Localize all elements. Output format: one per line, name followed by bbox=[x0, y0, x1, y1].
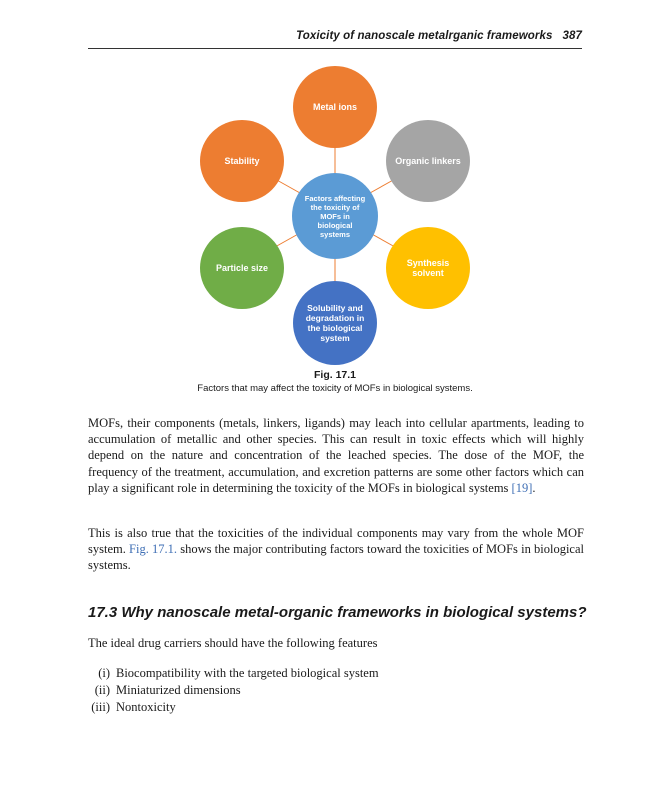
connector-stability bbox=[275, 179, 300, 193]
reference-link-19[interactable]: [19] bbox=[511, 480, 533, 495]
paragraph-1 bbox=[88, 415, 584, 496]
node-center-factors: Factors affecting the toxicity of MOFs in biological systems bbox=[292, 173, 378, 259]
list-marker: (i) bbox=[98, 666, 110, 680]
node-synthesis-solvent: Synthesis solvent bbox=[386, 227, 470, 309]
list-item bbox=[84, 665, 379, 682]
section-heading: 17.3 Why nanoscale metal-organic frameworks in biological systems? bbox=[88, 604, 587, 621]
list-text: Miniaturized dimensions bbox=[116, 683, 241, 697]
figure-caption: Factors that may affect the toxicity of MOFs in biological systems. bbox=[197, 383, 473, 394]
paragraph-1-text: MOFs, their components (metals, linkers, ligands) may leach into cellular apartments, leading to accumulation of metallic and other species. This can result in toxic effects which will highly depend on the nature and concentration of the leached species. The dose of the MOF, the frequency of the treatment, accumulation, and excretion patterns are some other factors which can play a significant role in determining the toxicity of the MOFs in biological systems bbox=[88, 416, 584, 495]
connector-synthesis-solvent bbox=[370, 233, 395, 247]
list-item bbox=[84, 682, 379, 699]
node-organic-linkers: Organic linkers bbox=[386, 120, 470, 202]
factors-diagram bbox=[190, 66, 480, 368]
list-marker: (iii) bbox=[91, 700, 110, 714]
node-particle-size: Particle size bbox=[200, 227, 284, 309]
header-rule bbox=[88, 48, 582, 49]
features-list bbox=[84, 665, 379, 716]
node-stability: Stability bbox=[200, 120, 284, 202]
node-solubility: Solubility and degradation in the biological system bbox=[293, 281, 377, 365]
figure-number: Fig. 17.1 bbox=[313, 369, 356, 381]
page-number: 387 bbox=[562, 30, 582, 42]
features-intro: The ideal drug carriers should have the following features bbox=[88, 636, 378, 650]
paragraph-1-end: . bbox=[532, 480, 536, 495]
list-text: Nontoxicity bbox=[116, 700, 176, 714]
figure-link[interactable]: Fig. 17.1. bbox=[129, 542, 178, 557]
paragraph-2 bbox=[88, 525, 584, 574]
list-item bbox=[84, 699, 379, 716]
running-title: Toxicity of nanoscale metalrganic frameworks bbox=[296, 30, 553, 42]
paragraph-2-end: shows the major contributing factors toward the toxicities of MOFs in biological systems. bbox=[88, 542, 584, 573]
list-text: Biocompatibility with the targeted biological system bbox=[116, 666, 379, 680]
running-head bbox=[88, 30, 582, 42]
list-marker: (ii) bbox=[94, 683, 110, 697]
paragraph-2-start: This is also true that the toxicities of the individual components may vary from the whole MOF system. bbox=[88, 526, 584, 557]
node-metal-ions: Metal ions bbox=[293, 66, 377, 148]
